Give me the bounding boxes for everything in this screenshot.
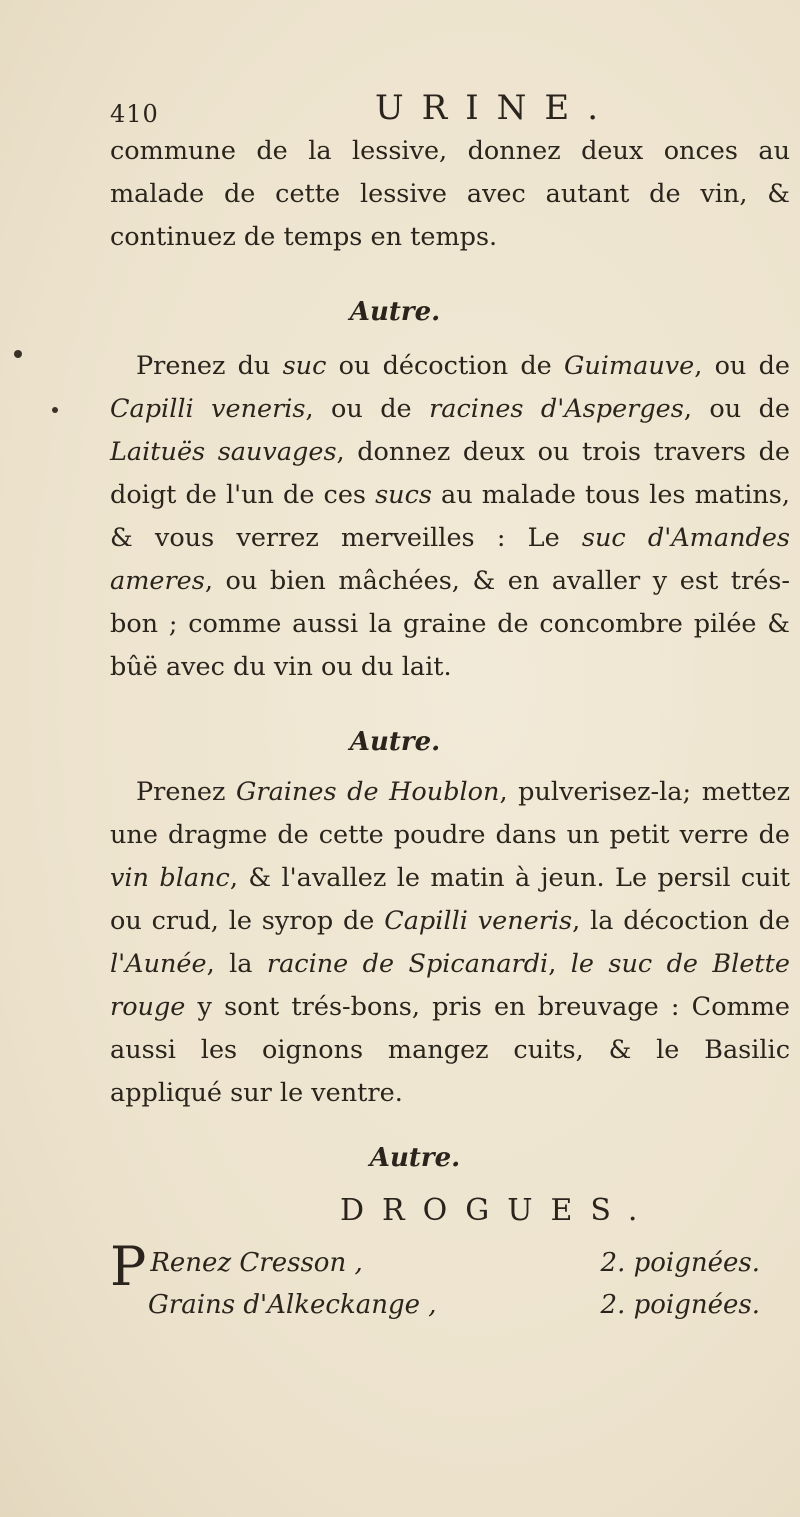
text-run-italic: l'Aunée bbox=[110, 949, 207, 979]
text-run-italic: racines d'Asperges bbox=[429, 394, 684, 424]
text-run-italic: Laituës sauvages bbox=[110, 437, 337, 467]
drogues-title: DROGUES. bbox=[340, 1193, 656, 1228]
text-run-italic: Guimauve bbox=[563, 351, 695, 381]
text-run-italic: suc bbox=[282, 351, 327, 381]
ingredient-row bbox=[110, 1235, 760, 1298]
ink-mark bbox=[52, 407, 58, 413]
paragraph-2 bbox=[110, 345, 790, 689]
text-run-italic: Capilli veneris bbox=[110, 394, 306, 424]
text-run: , ou de bbox=[694, 351, 790, 381]
text-run-italic: vin blanc bbox=[110, 863, 230, 893]
text-run-italic: sucs bbox=[375, 480, 432, 510]
ingredient-name: Grains d'Alkeckange , bbox=[148, 1290, 437, 1320]
heading-autre-2: Autre. bbox=[349, 727, 441, 757]
ingredient-list bbox=[110, 1235, 790, 1324]
heading-autre-1: Autre. bbox=[349, 297, 441, 327]
ingredient-name-wrap bbox=[110, 1235, 363, 1298]
text-run-italic: Graines de Houblon bbox=[236, 777, 500, 807]
ingredient-quantity: 2. poignées. bbox=[600, 1248, 760, 1278]
text-run: Prenez bbox=[136, 777, 237, 807]
text-run: , pulverisez-la; mettez une dragme de cette poudre dans un petit verre de bbox=[110, 777, 791, 850]
text-run-italic: racine de Spicanardi bbox=[266, 949, 549, 979]
text-run: , ou de bbox=[683, 394, 790, 424]
paragraph-1: commune de la lessive, donnez deux onces au malade de cette lessive avec autant de vin, & continuez de temps en temps. bbox=[110, 136, 790, 252]
text-run-italic: le suc de Blette rouge bbox=[110, 949, 791, 1022]
running-head: URINE. bbox=[375, 88, 617, 128]
ingredient-row bbox=[110, 1286, 760, 1324]
ink-mark bbox=[14, 350, 22, 358]
ingredient-quantity: 2. poignées. bbox=[600, 1290, 760, 1320]
text-run: , bbox=[548, 949, 571, 979]
text-run-italic: suc d'Amandes ameres bbox=[110, 523, 790, 596]
text-run: y sont trés-bons, pris en breuvage : Comme aussi les oignons mangez cuits, & le Basilic appliqué sur le ventre. bbox=[110, 992, 790, 1108]
ingredient-name-wrap bbox=[110, 1286, 437, 1324]
text-run: ou décoction de bbox=[326, 351, 564, 381]
page-number: 410 bbox=[110, 100, 159, 128]
text-run: , la décoction de bbox=[572, 906, 790, 936]
text-run: Prenez du bbox=[136, 351, 283, 381]
heading-autre-3: Autre. bbox=[369, 1143, 461, 1173]
ingredient-name: Renez Cresson , bbox=[150, 1248, 363, 1278]
dropcap-letter: P bbox=[110, 1235, 147, 1298]
text-run: , & l'avallez le matin à jeun. Le persil cuit ou crud, le syrop de bbox=[110, 863, 791, 936]
text-run: au malade tous les matins, & vous verrez merveilles : Le bbox=[110, 480, 790, 553]
text-run: , ou de bbox=[305, 394, 430, 424]
paragraph-3 bbox=[110, 771, 790, 1115]
text-run: , donnez deux ou trois travers de doigt de l'un de ces bbox=[110, 437, 790, 510]
text-run-italic: Capilli veneris bbox=[384, 906, 573, 936]
body-text bbox=[110, 130, 790, 1324]
text-run: , la bbox=[206, 949, 267, 979]
text-run: , ou bien mâchées, & en avaller y est trés-bon ; comme aussi la graine de concombre pilée & bûë avec du vin ou du lait. bbox=[110, 566, 790, 682]
